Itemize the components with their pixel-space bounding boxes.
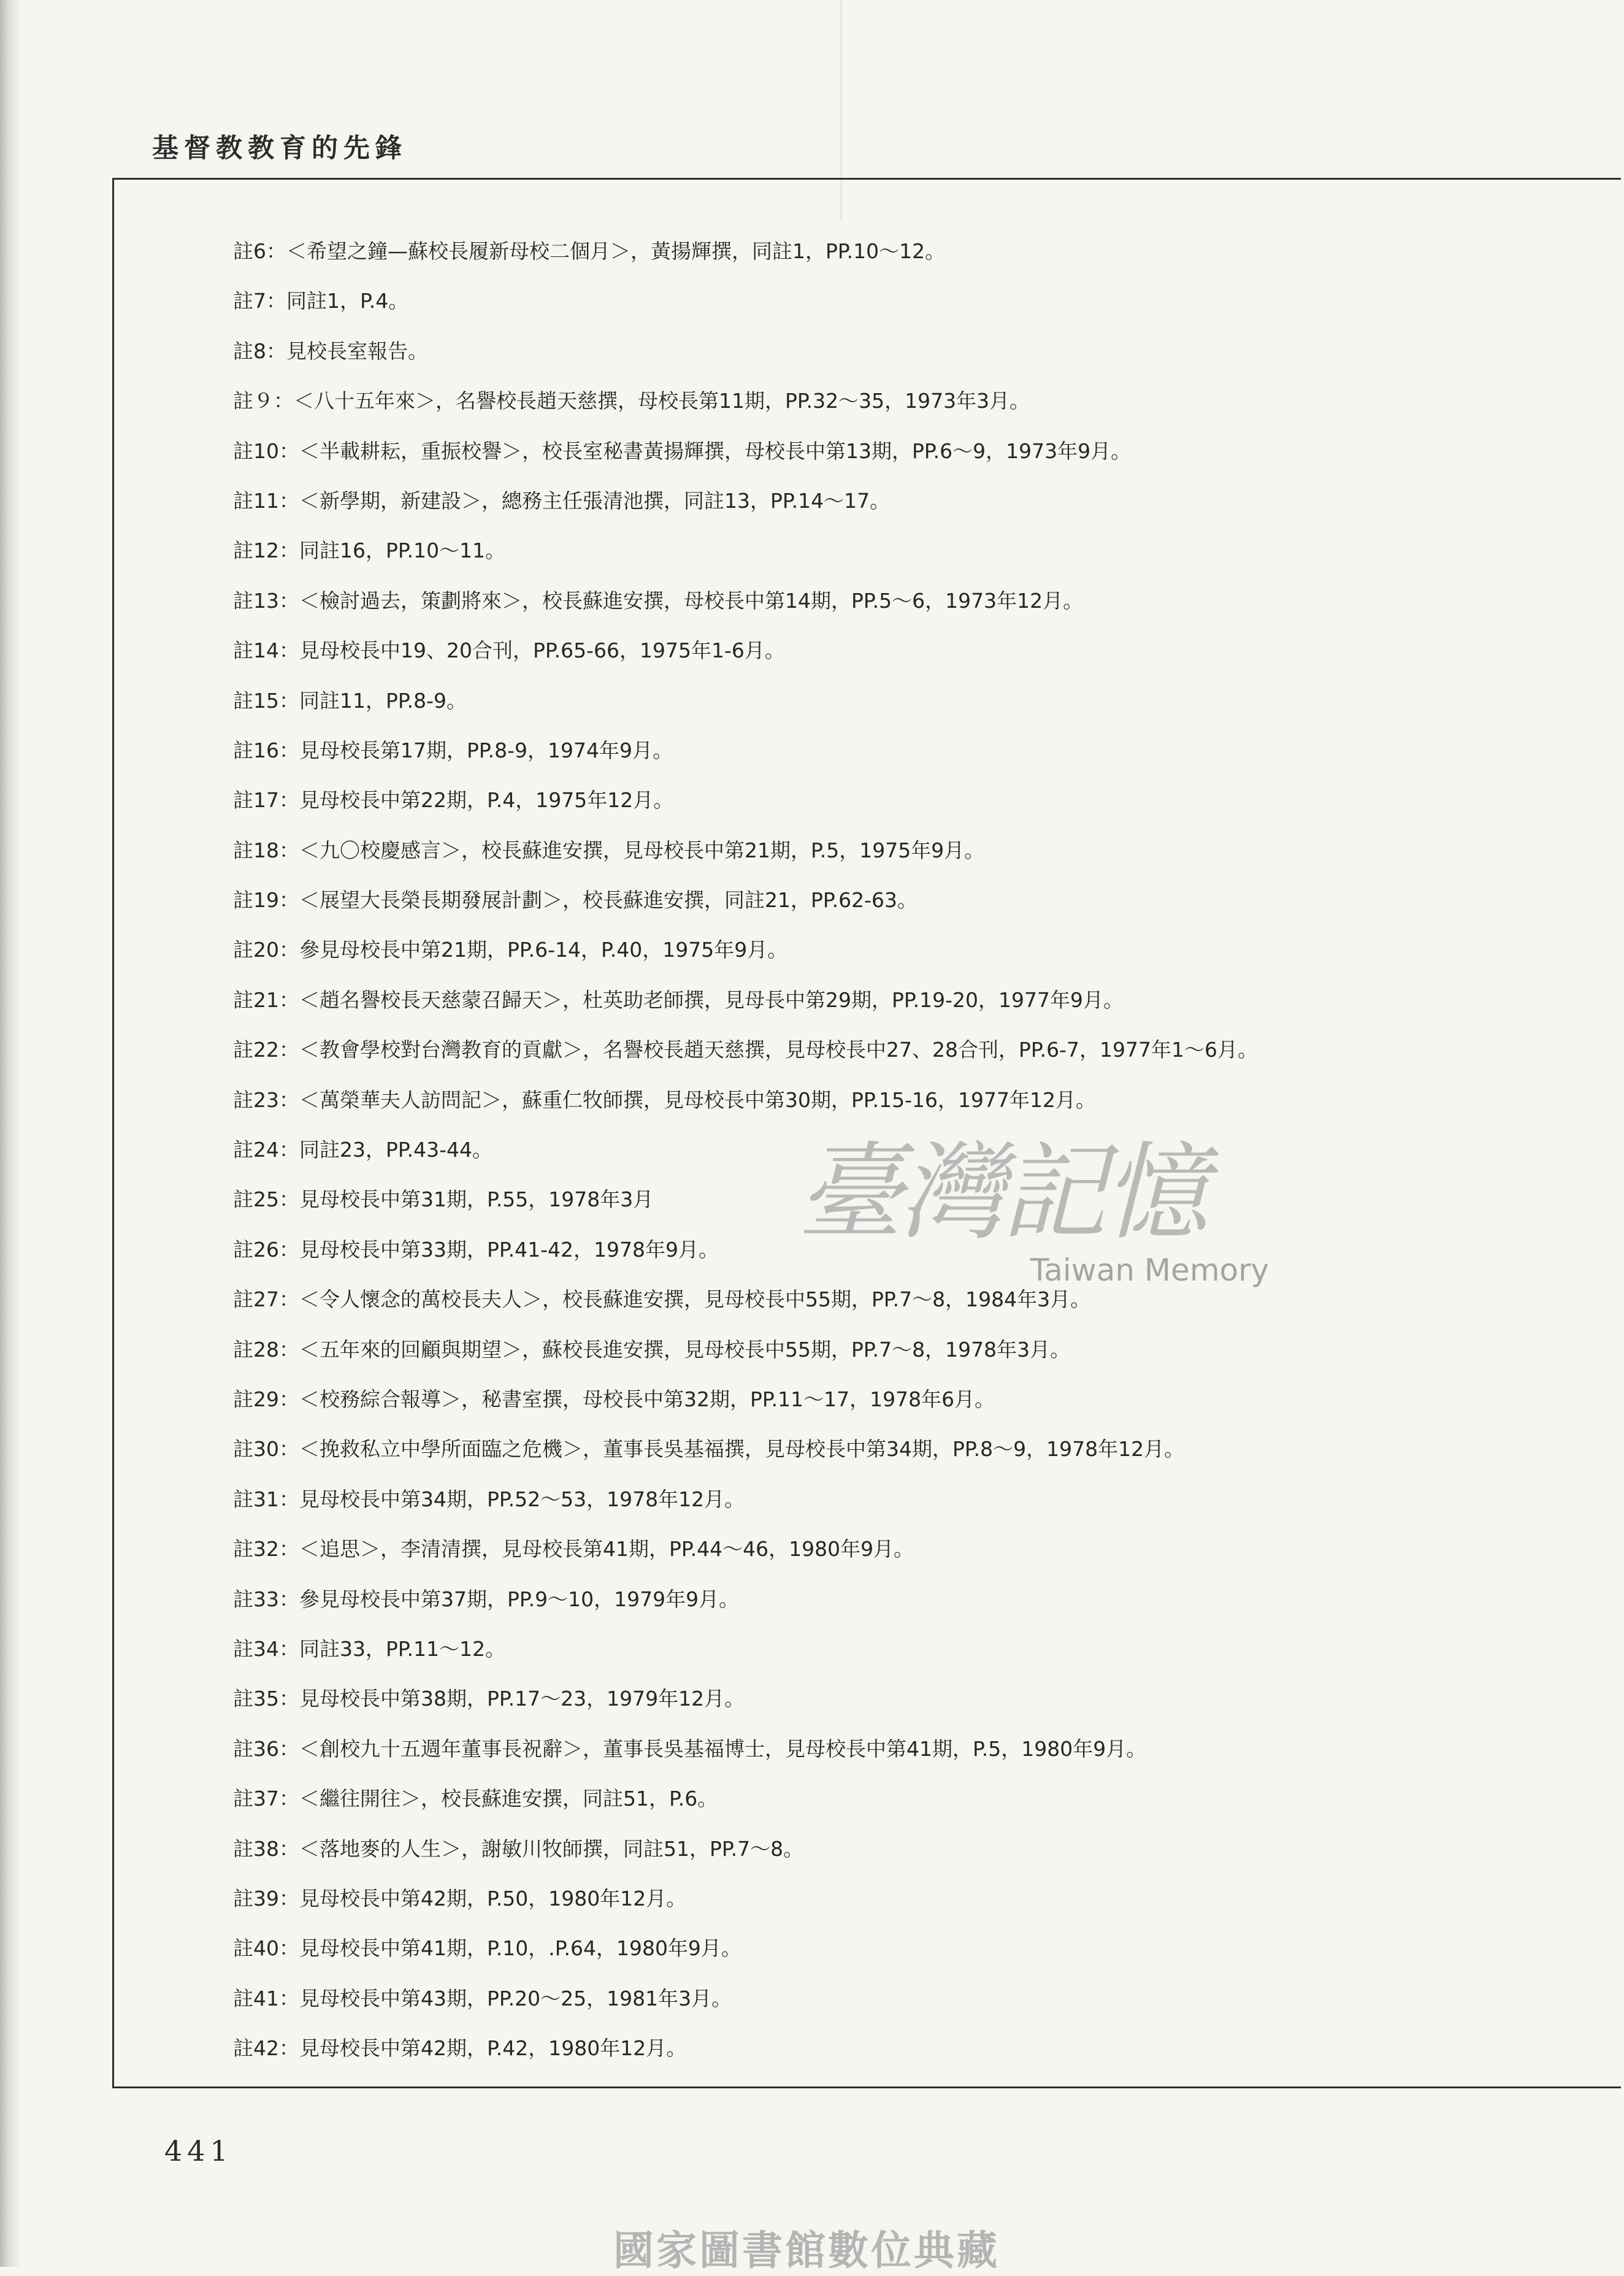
footnote-item: 註38：＜落地麥的人生＞，謝敏川牧師撰，同註51，PP.7～8。 xyxy=(233,1836,804,1861)
footnote-item: 註29：＜校務綜合報導＞，秘書室撰，母校長中第32期，PP.11～17，1978年6月。 xyxy=(233,1387,995,1411)
footnote-item: 註7：同註1，P.4。 xyxy=(233,289,409,313)
footnote-item: 註９：＜八十五年來＞，名譽校長趙天慈撰，母校長第11期，PP.32～35，1973年3月。 xyxy=(233,389,1030,413)
footnote-item: 註32：＜追思＞，李清清撰，見母校長第41期，PP.44～46，1980年9月。 xyxy=(233,1537,914,1561)
footnote-item: 註15：同註11，PP.8-9。 xyxy=(233,688,467,713)
footnote-item: 註24：同註23，PP.43-44。 xyxy=(233,1138,493,1162)
footnote-item: 註40：見母校長中第41期，P.10，.P.64，1980年9月。 xyxy=(233,1936,741,1961)
footnote-item: 註37：＜繼往開往＞，校長蘇進安撰，同註51，P.6。 xyxy=(233,1787,718,1811)
archive-footer-mark: 國家圖書館數位典藏 xyxy=(613,2227,1000,2274)
footnote-item: 註34：同註33，PP.11～12。 xyxy=(233,1636,506,1661)
running-title: 基督教教育的先鋒 xyxy=(152,133,407,164)
footnote-item: 註27：＜令人懷念的萬校長夫人＞，校長蘇進安撰，見母校長中55期，PP.7～8，1984年3月。 xyxy=(233,1287,1091,1312)
footnote-item: 註23：＜萬榮華夫人訪問記＞，蘇重仁牧師撰，見母校長中第30期，PP.15-16，1977年12月。 xyxy=(233,1087,1096,1112)
footnote-item: 註41：見母校長中第43期，PP.20～25，1981年3月。 xyxy=(233,1986,732,2010)
footnote-item: 註36：＜創校九十五週年董事長祝辭＞，董事長吳基福博士，見母校長中第41期，P.5，1980年9月。 xyxy=(233,1736,1147,1761)
watermark-english: Taiwan Memory xyxy=(1030,1252,1270,1288)
footnote-item: 註30：＜挽救私立中學所面臨之危機＞，董事長吳基福撰，見母校長中第34期，PP.8～9，1978年12月。 xyxy=(233,1437,1185,1462)
footnote-item: 註6：＜希望之鐘—蘇校長履新母校二個月＞，黃揚輝撰，同註1，PP.10～12。 xyxy=(233,239,946,263)
footnote-item: 註42：見母校長中第42期，P.42，1980年12月。 xyxy=(233,2036,687,2061)
footnote-item: 註31：見母校長中第34期，PP.52～53，1978年12月。 xyxy=(233,1487,745,1511)
footnote-item: 註25：見母校長中第31期，P.55，1978年3月 xyxy=(233,1187,654,1212)
footnote-item: 註10：＜半載耕耘，重振校譽＞，校長室秘書黃揚輝撰，母校長中第13期，PP.6～9，1973年9月。 xyxy=(233,439,1132,463)
footnote-item: 註12：同註16，PP.10～11。 xyxy=(233,538,506,563)
footnote-item: 註11：＜新學期，新建設＞，總務主任張清池撰，同註13，PP.14～17。 xyxy=(233,488,891,513)
footnote-item: 註39：見母校長中第42期，P.50，1980年12月。 xyxy=(233,1886,687,1910)
watermark-chinese: 臺灣記憶 xyxy=(797,1131,1205,1254)
footnote-item: 註13：＜檢討過去，策劃將來＞，校長蘇進安撰，母校長中第14期，PP.5～6，1973年12月。 xyxy=(233,588,1084,613)
footnote-item: 註20：參見母校長中第21期，PP.6-14，P.40，1975年9月。 xyxy=(233,938,788,962)
footnote-item: 註19：＜展望大長榮長期發展計劃＞，校長蘇進安撰，同註21，PP.62-63。 xyxy=(233,888,918,913)
footnote-item: 註16：見母校長第17期，PP.8-9，1974年9月。 xyxy=(233,738,673,762)
footnote-item: 註14：見母校長中19、20合刊，PP.65-66，1975年1-6月。 xyxy=(233,638,785,663)
page-fold-shadow xyxy=(0,0,21,2267)
footnote-item: 註17：見母校長中第22期，P.4，1975年12月。 xyxy=(233,788,674,813)
footnote-item: 註22：＜教會學校對台灣教育的貢獻＞，名譽校長趙天慈撰，見母校長中27、28合刊，PP.6-7，1977年1～6月。 xyxy=(233,1038,1258,1062)
footnote-item: 註33：參見母校長中第37期，PP.9～10，1979年9月。 xyxy=(233,1587,740,1611)
taiwan-memory-watermark xyxy=(797,1131,1288,1306)
footnote-item: 註18：＜九〇校慶感言＞，校長蘇進安撰，見母校長中第21期，P.5，1975年9月。 xyxy=(233,838,985,862)
footnote-item: 註28：＜五年來的回顧與期望＞，蘇校長進安撰，見母校長中55期，PP.7～8，1978年3月。 xyxy=(233,1337,1071,1362)
footnote-item: 註35：見母校長中第38期，PP.17～23，1979年12月。 xyxy=(233,1687,745,1711)
footnote-item: 註26：見母校長中第33期，PP.41-42，1978年9月。 xyxy=(233,1237,719,1262)
footnote-item: 註21：＜趙名譽校長天慈蒙召歸天＞，杜英助老師撰，見母長中第29期，PP.19-20，1977年9月。 xyxy=(233,987,1124,1012)
footnote-item: 註8：見校長室報告。 xyxy=(233,339,428,363)
page-number: 441 xyxy=(164,2134,233,2167)
